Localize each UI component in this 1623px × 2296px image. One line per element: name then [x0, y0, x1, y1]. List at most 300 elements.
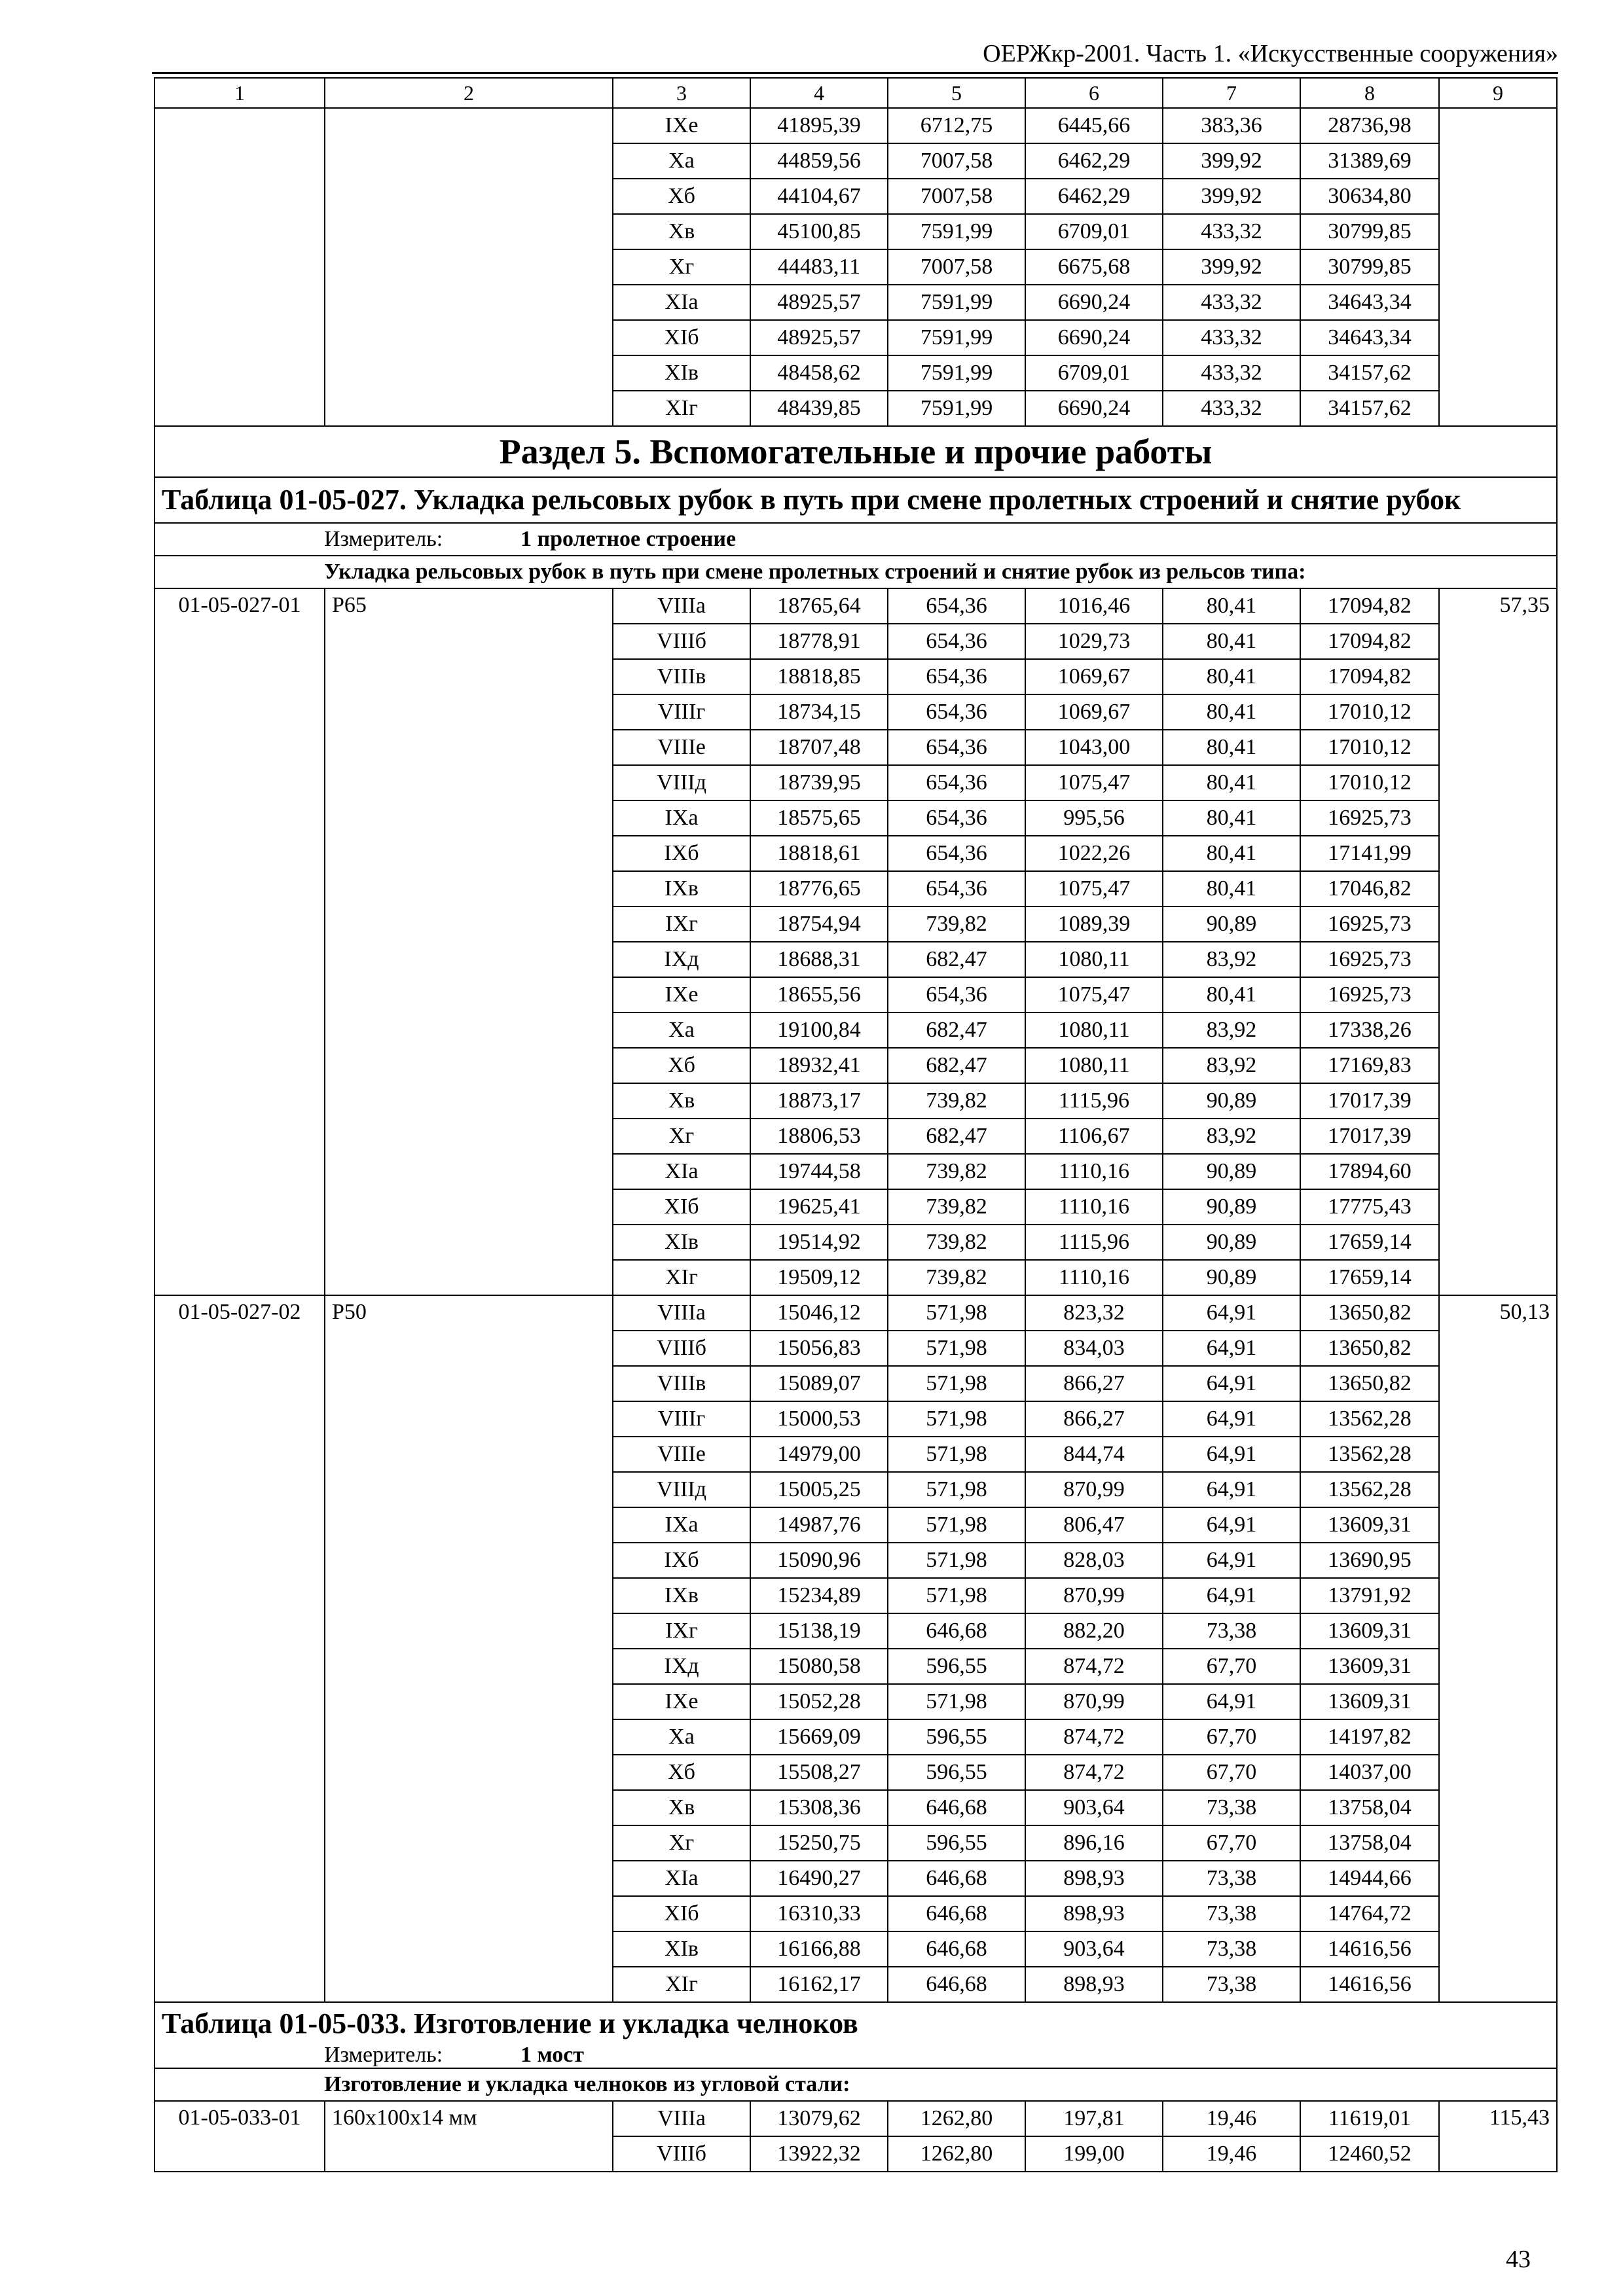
value-cell: 739,82 [888, 1154, 1025, 1189]
value-cell: 882,20 [1025, 1613, 1163, 1649]
subheading: Изготовление и укладка челноков из угловой стали: [155, 2068, 1557, 2101]
value-cell: 64,91 [1163, 1543, 1300, 1578]
value-cell: 17010,12 [1300, 694, 1439, 730]
value-cell: 30799,85 [1300, 249, 1439, 285]
value-cell: 15089,07 [750, 1366, 888, 1401]
page-number: 43 [1506, 2246, 1531, 2273]
value-cell: 1022,26 [1025, 836, 1163, 871]
value-cell: 15669,09 [750, 1719, 888, 1755]
value-cell: 13922,32 [750, 2136, 888, 2172]
value-cell: 6709,01 [1025, 214, 1163, 249]
value-cell: 7007,58 [888, 179, 1025, 214]
value-cell: 17169,83 [1300, 1048, 1439, 1083]
value-cell: 646,68 [888, 1790, 1025, 1825]
value-cell: 7591,99 [888, 214, 1025, 249]
rate-class-cell: XIг [613, 1967, 750, 2002]
rate-class-cell: Xг [613, 249, 750, 285]
rate-class-cell: Xб [613, 179, 750, 214]
labor-cell: 115,43 [1439, 2101, 1557, 2172]
value-cell: 80,41 [1163, 694, 1300, 730]
measure-value: 1 пролетное строение [520, 527, 737, 551]
value-cell: 80,41 [1163, 977, 1300, 1013]
value-cell: 1089,39 [1025, 906, 1163, 942]
table-row [155, 1295, 1557, 1331]
value-cell: 14616,56 [1300, 1931, 1439, 1967]
name-cell: 160х100х14 мм [325, 2101, 613, 2172]
rate-class-cell: IXг [613, 1613, 750, 1649]
value-cell: 13609,31 [1300, 1649, 1439, 1684]
value-cell: 866,27 [1025, 1401, 1163, 1437]
code-cell [155, 108, 325, 426]
value-cell: 44483,11 [750, 249, 888, 285]
rate-class-cell: IXг [613, 906, 750, 942]
value-cell: 654,36 [888, 730, 1025, 765]
column-number: 8 [1300, 78, 1439, 108]
value-cell: 433,32 [1163, 320, 1300, 355]
rates-table-body [155, 78, 1557, 2172]
value-cell: 64,91 [1163, 1366, 1300, 1401]
rate-class-cell: XIг [613, 391, 750, 426]
value-cell: 80,41 [1163, 659, 1300, 694]
value-cell: 64,91 [1163, 1331, 1300, 1366]
value-cell: 739,82 [888, 906, 1025, 942]
rate-class-cell: IXд [613, 1649, 750, 1684]
value-cell: 654,36 [888, 694, 1025, 730]
rate-class-cell: Xа [613, 143, 750, 179]
rate-class-cell: VIIIб [613, 624, 750, 659]
value-cell: 739,82 [888, 1189, 1025, 1225]
value-cell: 6462,29 [1025, 179, 1163, 214]
value-cell: 15234,89 [750, 1578, 888, 1613]
value-cell: 31389,69 [1300, 143, 1439, 179]
value-cell: 15005,25 [750, 1472, 888, 1507]
value-cell: 48925,57 [750, 285, 888, 320]
value-cell: 903,64 [1025, 1931, 1163, 1967]
value-cell: 1262,80 [888, 2136, 1025, 2172]
rate-class-cell: IXе [613, 977, 750, 1013]
value-cell: 80,41 [1163, 765, 1300, 800]
value-cell: 6445,66 [1025, 108, 1163, 143]
value-cell: 383,36 [1163, 108, 1300, 143]
value-cell: 67,70 [1163, 1755, 1300, 1790]
value-cell: 17094,82 [1300, 659, 1439, 694]
value-cell: 19514,92 [750, 1225, 888, 1260]
value-cell: 6462,29 [1025, 143, 1163, 179]
rate-class-cell: XIа [613, 285, 750, 320]
rate-class-cell: IXа [613, 1507, 750, 1543]
column-number: 1 [155, 78, 325, 108]
value-cell: 17094,82 [1300, 588, 1439, 624]
value-cell: 874,72 [1025, 1649, 1163, 1684]
value-cell: 34157,62 [1300, 391, 1439, 426]
column-number: 6 [1025, 78, 1163, 108]
column-number: 4 [750, 78, 888, 108]
value-cell: 1075,47 [1025, 871, 1163, 906]
value-cell: 682,47 [888, 1048, 1025, 1083]
value-cell: 16925,73 [1300, 906, 1439, 942]
value-cell: 73,38 [1163, 1967, 1300, 2002]
value-cell: 14197,82 [1300, 1719, 1439, 1755]
rate-class-cell: Xг [613, 1825, 750, 1861]
rate-class-cell: VIIIд [613, 765, 750, 800]
value-cell: 646,68 [888, 1613, 1025, 1649]
value-cell: 15080,58 [750, 1649, 888, 1684]
measure-row [155, 523, 1557, 556]
value-cell: 571,98 [888, 1366, 1025, 1401]
value-cell: 64,91 [1163, 1401, 1300, 1437]
value-cell: 646,68 [888, 1967, 1025, 2002]
value-cell: 1106,67 [1025, 1119, 1163, 1154]
value-cell: 399,92 [1163, 143, 1300, 179]
table-row [155, 2101, 1557, 2136]
value-cell: 571,98 [888, 1578, 1025, 1613]
value-cell: 13562,28 [1300, 1472, 1439, 1507]
value-cell: 28736,98 [1300, 108, 1439, 143]
value-cell: 17659,14 [1300, 1260, 1439, 1295]
value-cell: 13609,31 [1300, 1507, 1439, 1543]
table-row [155, 588, 1557, 624]
value-cell: 34643,34 [1300, 320, 1439, 355]
rate-class-cell: IXе [613, 1684, 750, 1719]
column-number: 5 [888, 78, 1025, 108]
value-cell: 571,98 [888, 1295, 1025, 1331]
value-cell: 654,36 [888, 800, 1025, 836]
column-number-row [155, 78, 1557, 108]
value-cell: 17659,14 [1300, 1225, 1439, 1260]
value-cell: 646,68 [888, 1861, 1025, 1896]
measure-cell [155, 523, 1557, 556]
value-cell: 17775,43 [1300, 1189, 1439, 1225]
value-cell: 1075,47 [1025, 765, 1163, 800]
value-cell: 14037,00 [1300, 1755, 1439, 1790]
value-cell: 16490,27 [750, 1861, 888, 1896]
value-cell: 654,36 [888, 871, 1025, 906]
rate-class-cell: XIв [613, 1225, 750, 1260]
value-cell: 34643,34 [1300, 285, 1439, 320]
value-cell: 834,03 [1025, 1331, 1163, 1366]
value-cell: 15250,75 [750, 1825, 888, 1861]
value-cell: 67,70 [1163, 1649, 1300, 1684]
value-cell: 11619,01 [1300, 2101, 1439, 2136]
name-cell [325, 108, 613, 426]
value-cell: 6675,68 [1025, 249, 1163, 285]
value-cell: 44859,56 [750, 143, 888, 179]
value-cell: 30799,85 [1300, 214, 1439, 249]
value-cell: 18754,94 [750, 906, 888, 942]
value-cell: 90,89 [1163, 1225, 1300, 1260]
value-cell: 898,93 [1025, 1861, 1163, 1896]
value-cell: 18806,53 [750, 1119, 888, 1154]
rate-class-cell: VIIIа [613, 588, 750, 624]
rate-class-cell: IXа [613, 800, 750, 836]
value-cell: 19509,12 [750, 1260, 888, 1295]
rate-class-cell: VIIIе [613, 1437, 750, 1472]
value-cell: 17894,60 [1300, 1154, 1439, 1189]
value-cell: 18818,61 [750, 836, 888, 871]
value-cell: 571,98 [888, 1507, 1025, 1543]
value-cell: 14944,66 [1300, 1861, 1439, 1896]
value-cell: 15052,28 [750, 1684, 888, 1719]
value-cell: 1069,67 [1025, 694, 1163, 730]
value-cell: 64,91 [1163, 1472, 1300, 1507]
code-cell: 01-05-027-01 [155, 588, 325, 1295]
value-cell: 682,47 [888, 1119, 1025, 1154]
value-cell: 90,89 [1163, 1083, 1300, 1119]
table-title-block [155, 2002, 1557, 2068]
value-cell: 80,41 [1163, 836, 1300, 871]
rate-class-cell: IXд [613, 942, 750, 977]
value-cell: 898,93 [1025, 1896, 1163, 1931]
rate-class-cell: XIв [613, 355, 750, 391]
value-cell: 17010,12 [1300, 765, 1439, 800]
value-cell: 64,91 [1163, 1295, 1300, 1331]
column-number: 3 [613, 78, 750, 108]
section-row [155, 426, 1557, 477]
value-cell: 83,92 [1163, 1048, 1300, 1083]
value-cell: 399,92 [1163, 249, 1300, 285]
value-cell: 18575,65 [750, 800, 888, 836]
value-cell: 13609,31 [1300, 1613, 1439, 1649]
rate-class-cell: VIIIд [613, 1472, 750, 1507]
rate-class-cell: VIIIа [613, 2101, 750, 2136]
header-rule [152, 72, 1558, 74]
value-cell: 13609,31 [1300, 1684, 1439, 1719]
rates-table [154, 77, 1558, 2172]
value-cell: 571,98 [888, 1472, 1025, 1507]
value-cell: 7591,99 [888, 355, 1025, 391]
table-title-row [155, 2002, 1557, 2068]
value-cell: 18818,85 [750, 659, 888, 694]
value-cell: 18765,64 [750, 588, 888, 624]
value-cell: 995,56 [1025, 800, 1163, 836]
value-cell: 13650,82 [1300, 1295, 1439, 1331]
value-cell: 16925,73 [1300, 800, 1439, 836]
value-cell: 17094,82 [1300, 624, 1439, 659]
value-cell: 1115,96 [1025, 1083, 1163, 1119]
running-header: ОЕРЖкр-2001. Часть 1. «Искусственные сооружения» [983, 40, 1558, 67]
value-cell: 898,93 [1025, 1967, 1163, 2002]
value-cell: 16310,33 [750, 1896, 888, 1931]
value-cell: 739,82 [888, 1260, 1025, 1295]
value-cell: 14616,56 [1300, 1967, 1439, 2002]
value-cell: 6690,24 [1025, 391, 1163, 426]
value-cell: 80,41 [1163, 730, 1300, 765]
value-cell: 1110,16 [1025, 1154, 1163, 1189]
value-cell: 48925,57 [750, 320, 888, 355]
value-cell: 14764,72 [1300, 1896, 1439, 1931]
value-cell: 13758,04 [1300, 1825, 1439, 1861]
value-cell: 433,32 [1163, 391, 1300, 426]
value-cell: 80,41 [1163, 588, 1300, 624]
value-cell: 64,91 [1163, 1507, 1300, 1543]
value-cell: 90,89 [1163, 906, 1300, 942]
measure-line [162, 2043, 1550, 2068]
measure-label: Измеритель: [324, 527, 443, 551]
labor-cell: 50,13 [1439, 1295, 1557, 2002]
value-cell: 654,36 [888, 588, 1025, 624]
value-cell: 19100,84 [750, 1013, 888, 1048]
value-cell: 73,38 [1163, 1790, 1300, 1825]
value-cell: 19744,58 [750, 1154, 888, 1189]
value-cell: 67,70 [1163, 1719, 1300, 1755]
value-cell: 67,70 [1163, 1825, 1300, 1861]
value-cell: 17338,26 [1300, 1013, 1439, 1048]
name-cell: Р50 [325, 1295, 613, 2002]
value-cell: 571,98 [888, 1331, 1025, 1366]
value-cell: 6712,75 [888, 108, 1025, 143]
value-cell: 15000,53 [750, 1401, 888, 1437]
value-cell: 16166,88 [750, 1931, 888, 1967]
subheading: Укладка рельсовых рубок в путь при смене пролетных строений и снятие рубок из рельсов типа: [155, 556, 1557, 588]
value-cell: 15308,36 [750, 1790, 888, 1825]
value-cell: 399,92 [1163, 179, 1300, 214]
value-cell: 433,32 [1163, 285, 1300, 320]
value-cell: 682,47 [888, 942, 1025, 977]
value-cell: 73,38 [1163, 1931, 1300, 1967]
value-cell: 1110,16 [1025, 1260, 1163, 1295]
value-cell: 806,47 [1025, 1507, 1163, 1543]
rate-class-cell: IXб [613, 1543, 750, 1578]
value-cell: 83,92 [1163, 1013, 1300, 1048]
value-cell: 48458,62 [750, 355, 888, 391]
value-cell: 18776,65 [750, 871, 888, 906]
value-cell: 7591,99 [888, 320, 1025, 355]
subheading-row [155, 556, 1557, 588]
value-cell: 1262,80 [888, 2101, 1025, 2136]
value-cell: 7007,58 [888, 143, 1025, 179]
value-cell: 866,27 [1025, 1366, 1163, 1401]
value-cell: 18734,15 [750, 694, 888, 730]
value-cell: 15508,27 [750, 1755, 888, 1790]
value-cell: 18739,95 [750, 765, 888, 800]
value-cell: 34157,62 [1300, 355, 1439, 391]
value-cell: 80,41 [1163, 800, 1300, 836]
value-cell: 1069,67 [1025, 659, 1163, 694]
value-cell: 17010,12 [1300, 730, 1439, 765]
value-cell: 1080,11 [1025, 1013, 1163, 1048]
value-cell: 80,41 [1163, 624, 1300, 659]
value-cell: 45100,85 [750, 214, 888, 249]
labor-cell [1439, 108, 1557, 426]
value-cell: 15046,12 [750, 1295, 888, 1331]
value-cell: 19625,41 [750, 1189, 888, 1225]
rate-class-cell: Xв [613, 214, 750, 249]
value-cell: 874,72 [1025, 1755, 1163, 1790]
rate-class-cell: IXе [613, 108, 750, 143]
value-cell: 7007,58 [888, 249, 1025, 285]
value-cell: 18778,91 [750, 624, 888, 659]
value-cell: 12460,52 [1300, 2136, 1439, 2172]
value-cell: 654,36 [888, 624, 1025, 659]
value-cell: 870,99 [1025, 1472, 1163, 1507]
rate-class-cell: Xб [613, 1048, 750, 1083]
table-row [155, 108, 1557, 143]
value-cell: 73,38 [1163, 1896, 1300, 1931]
value-cell: 199,00 [1025, 2136, 1163, 2172]
rate-class-cell: XIв [613, 1931, 750, 1967]
value-cell: 14979,00 [750, 1437, 888, 1472]
measure-value: 1 мост [520, 2043, 585, 2067]
value-cell: 7591,99 [888, 391, 1025, 426]
value-cell: 15090,96 [750, 1543, 888, 1578]
measure-label: Измеритель: [324, 2043, 443, 2067]
value-cell: 571,98 [888, 1401, 1025, 1437]
value-cell: 17017,39 [1300, 1119, 1439, 1154]
value-cell: 17141,99 [1300, 836, 1439, 871]
value-cell: 6690,24 [1025, 285, 1163, 320]
value-cell: 823,32 [1025, 1295, 1163, 1331]
value-cell: 41895,39 [750, 108, 888, 143]
value-cell: 64,91 [1163, 1578, 1300, 1613]
value-cell: 13650,82 [1300, 1331, 1439, 1366]
value-cell: 1029,73 [1025, 624, 1163, 659]
value-cell: 90,89 [1163, 1189, 1300, 1225]
labor-cell: 57,35 [1439, 588, 1557, 1295]
value-cell: 83,92 [1163, 1119, 1300, 1154]
value-cell: 1043,00 [1025, 730, 1163, 765]
value-cell: 844,74 [1025, 1437, 1163, 1472]
rate-class-cell: XIб [613, 320, 750, 355]
value-cell: 654,36 [888, 977, 1025, 1013]
rate-class-cell: VIIIв [613, 659, 750, 694]
value-cell: 6690,24 [1025, 320, 1163, 355]
value-cell: 646,68 [888, 1931, 1025, 1967]
rate-class-cell: VIIIа [613, 1295, 750, 1331]
section-title: Раздел 5. Вспомогательные и прочие работы [155, 426, 1557, 477]
table-title-row [155, 477, 1557, 523]
value-cell: 17017,39 [1300, 1083, 1439, 1119]
value-cell: 14987,76 [750, 1507, 888, 1543]
value-cell: 1075,47 [1025, 977, 1163, 1013]
rate-class-cell: IXв [613, 871, 750, 906]
value-cell: 596,55 [888, 1755, 1025, 1790]
value-cell: 197,81 [1025, 2101, 1163, 2136]
code-cell: 01-05-033-01 [155, 2101, 325, 2172]
value-cell: 73,38 [1163, 1613, 1300, 1649]
rate-class-cell: Xа [613, 1719, 750, 1755]
column-number: 2 [325, 78, 613, 108]
rate-class-cell: XIа [613, 1154, 750, 1189]
value-cell: 596,55 [888, 1719, 1025, 1755]
value-cell: 18655,56 [750, 977, 888, 1013]
table-title: Таблица 01-05-033. Изготовление и укладка челноков [162, 2007, 858, 2039]
value-cell: 80,41 [1163, 871, 1300, 906]
rate-class-cell: XIб [613, 1896, 750, 1931]
value-cell: 15056,83 [750, 1331, 888, 1366]
value-cell: 64,91 [1163, 1437, 1300, 1472]
value-cell: 73,38 [1163, 1861, 1300, 1896]
value-cell: 571,98 [888, 1437, 1025, 1472]
rate-class-cell: VIIIв [613, 1366, 750, 1401]
value-cell: 17046,82 [1300, 871, 1439, 906]
value-cell: 7591,99 [888, 285, 1025, 320]
rate-class-cell: VIIIе [613, 730, 750, 765]
value-cell: 48439,85 [750, 391, 888, 426]
rate-class-cell: Xв [613, 1083, 750, 1119]
value-cell: 654,36 [888, 836, 1025, 871]
value-cell: 13791,92 [1300, 1578, 1439, 1613]
value-cell: 1080,11 [1025, 1048, 1163, 1083]
value-cell: 739,82 [888, 1225, 1025, 1260]
subheading-row [155, 2068, 1557, 2101]
value-cell: 13758,04 [1300, 1790, 1439, 1825]
rate-class-cell: VIIIб [613, 2136, 750, 2172]
value-cell: 896,16 [1025, 1825, 1163, 1861]
value-cell: 870,99 [1025, 1684, 1163, 1719]
value-cell: 654,36 [888, 765, 1025, 800]
value-cell: 19,46 [1163, 2101, 1300, 2136]
value-cell: 16162,17 [750, 1967, 888, 2002]
